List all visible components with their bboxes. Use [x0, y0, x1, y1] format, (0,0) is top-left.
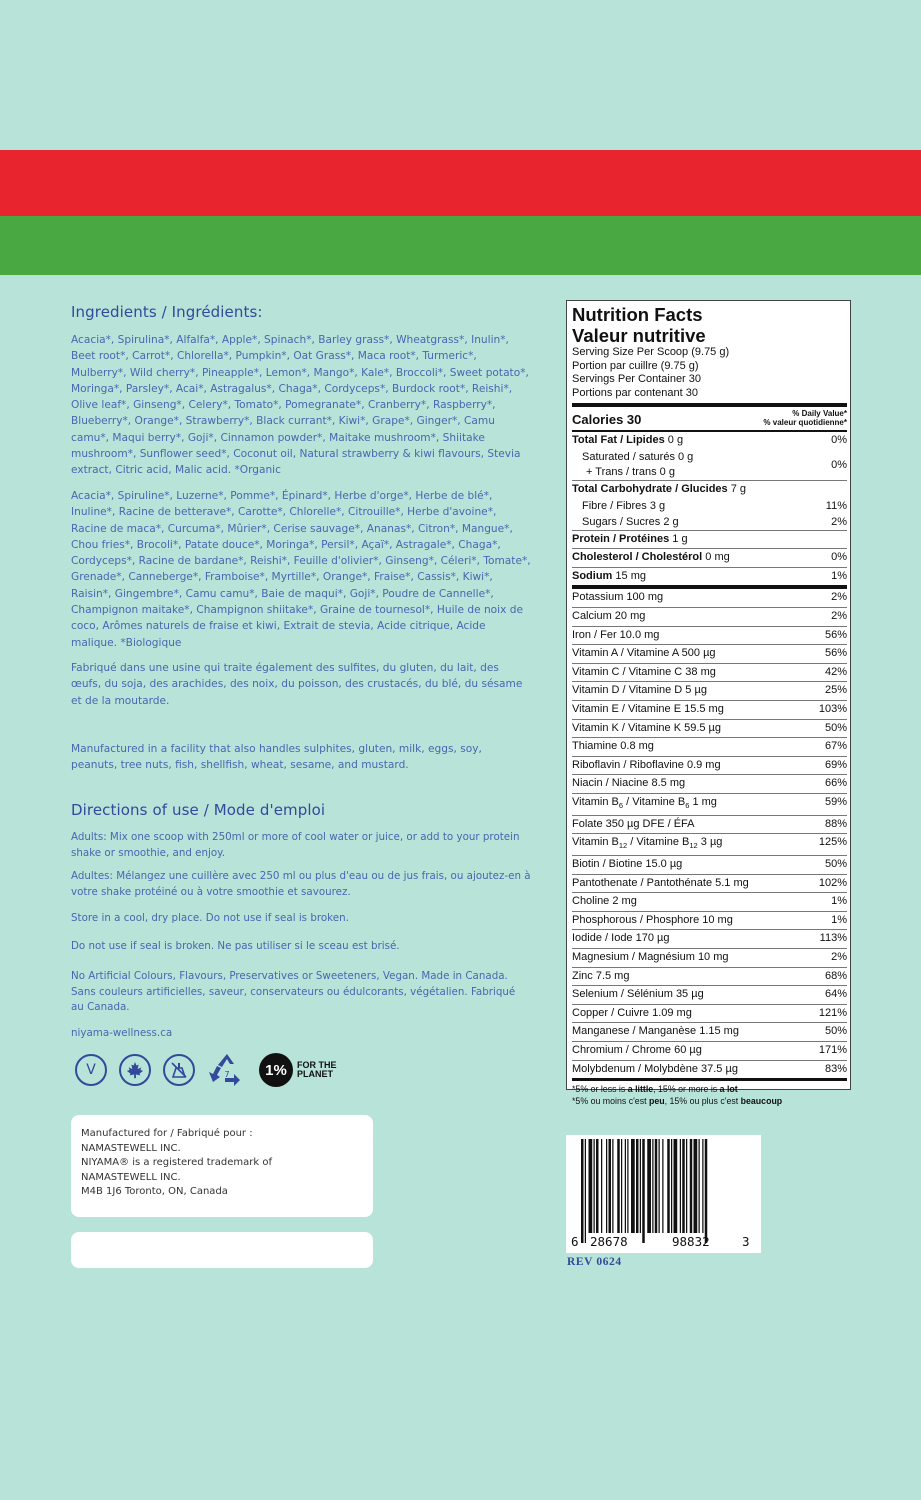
barcode-bar	[705, 1139, 708, 1243]
website: niyama-wellness.ca	[71, 1027, 173, 1039]
barcode-bar	[659, 1139, 660, 1233]
barcode-bar	[640, 1139, 641, 1233]
barcode-bar	[581, 1139, 584, 1243]
barcode-bar	[606, 1139, 607, 1233]
barcode-bar	[680, 1139, 681, 1233]
barcode-bar	[682, 1139, 685, 1233]
blank-card	[71, 1232, 373, 1268]
nf-row-folate: Folate 350 µg DFE / ÉFA 88%	[572, 816, 847, 835]
barcode-digits-3: 98832	[672, 1234, 710, 1249]
gluten-free-icon	[163, 1054, 195, 1086]
barcode-bar	[671, 1139, 672, 1233]
maple-leaf-icon	[119, 1054, 151, 1086]
directions-title: Directions of use / Mode d'emploi	[71, 801, 326, 819]
svg-text:7: 7	[224, 1070, 230, 1079]
nf-row-nutrient: Thiamine 0.8 mg 67%	[572, 738, 847, 757]
barcode-bar	[585, 1139, 586, 1243]
barcode-bar	[699, 1139, 700, 1233]
nf-row-nutrient: Selenium / Sélénium 35 µg 64%	[572, 986, 847, 1005]
barcode-digits-2: 28678	[590, 1234, 628, 1249]
nf-title-fr: Valeur nutritive	[572, 325, 706, 346]
allergen-en: Manufactured in a facility that also handles sulphites, gluten, milk, eggs, soy, peanuts, tree nuts, fish, shellfish, wheat, sesame, and mustard.	[71, 743, 482, 772]
nf-row-nutrient: Riboflavin / Riboflavine 0.9 mg 69%	[572, 757, 847, 776]
seal-note: Do not use if seal is broken. Ne pas utiliser si le sceau est brisé.	[71, 940, 400, 952]
nf-row-nutrient: Phosphorous / Phosphore 10 mg 1%	[572, 912, 847, 931]
nf-row-nutrient: Molybdenum / Molybdène 37.5 µg 83%	[572, 1061, 847, 1080]
directions-fr: Adultes: Mélangez une cuillère avec 250 ml ou plus d'eau ou de jus frais, ou ajoutez-en à votre shake protéiné ou à votre smoothie et savourez.	[71, 870, 531, 898]
barcode-bar	[589, 1139, 593, 1233]
certification-badges	[75, 1052, 337, 1088]
red-band	[0, 150, 921, 216]
nf-row-nutrient: Pantothenate / Pantothénate 5.1 mg 102%	[572, 875, 847, 894]
nf-footnote: *5% or less is a little, 15% or more is a lot *5% ou moins c'est peu, 15% ou plus c'est beaucoup	[572, 1084, 783, 1106]
nf-row-nutrient: Biotin / Biotine 15.0 µg 50%	[572, 856, 847, 875]
nf-row-nutrient: Vitamin K / Vitamine K 59.5 µg 50%	[572, 720, 847, 739]
nf-row-fat: Total Fat / Lipides 0 g 0%	[572, 434, 847, 447]
barcode-bar	[667, 1139, 670, 1233]
nf-row-b12: Vitamin $B_{12}$ / Vitamine $B_{12}$ 3 µg 125%	[572, 834, 847, 856]
nf-row-sat-trans: Saturated / saturés 0 g + Trans / trans 0 g 0%	[572, 450, 847, 481]
barcode-bar	[627, 1139, 628, 1233]
nf-row-nutrient: Vitamin A / Vitamine A 500 µg 56%	[572, 645, 847, 664]
nf-row-sodium: Sodium 15 mg 1%	[572, 569, 847, 582]
barcode-bar	[694, 1139, 698, 1233]
nf-row-nutrient: Iodide / Iode 170 µg 113%	[572, 930, 847, 949]
nutrition-facts-panel: Nutrition Facts Valeur nutritive Serving Size Per Scoop (9.75 g) Portion par cuillre (9.75 g) Servings Per Container 30 Portions par contenant 30 Calories 30 % Daily Value* % valeur quotidienne* Total Fat / Lipides 0 g 0% Saturated / saturés 0 g + Trans / trans 0 g 0% Total Carbohydrate / Glucides 7 g Fibre / Fibres 3 g 11% Sugars / Sucres 2 g 2% Protein / Protéines 1 g Cholesterol / Cholestérol 0 mg 0% Sodium 15 mg 1% Potassium 100 mg 2% Calcium 20 mg 2% Iron / Fer 10.0 mg 56% Vitamin A / Vitamine A 500 µg 56% Vitamin C / Vitamine C 38 mg 42% Vitamin D / Vitamine D 5 µg 25% Vitamin E / Vitamine E 15.5 mg 103% Vitamin K / Vitamine K 59.5 µg 50% Thiamine 0.8 mg 67% Riboflavin / Riboflavine 0.9 mg 69% Niacin / Niacine 8.5 mg 66% Vitamin $B_6$ / Vitamine $B_6$ 1 mg 59% Folate 350 µg DFE / ÉFA 88% Vitamin $B_{12}$ / Vitamine $B_{12}$ 3 µg 125% Biotin / Biotine 15.0 µg 50% Pantothenate / Pantothénate 5.1 mg 102% Choline 2 mg 1% Phosphorous / Phosphore 10 mg 1% Iodide / Iode 170 µg 113% Magnesium / Magnésium 10 mg 2% Zinc 7.5 mg 68% Selenium / Sélénium 35 µg 64% Copper / Cuivre 1.09 mg 121% Manganese / Manganèse 1.15 mg 50% Chromium / Chrome 60 µg 171% Molybdenum / Molybdène 37.5 µg 83% *5% or less is a little, 15% or more is a lot *5% ou moins c'est peu, 15% ou plus c'est beaucoup	[566, 300, 851, 1090]
barcode-bar	[631, 1139, 635, 1233]
nf-row-b6: Vitamin $B_6$ / Vitamine $B_6$ 1 mg 59%	[572, 794, 847, 816]
barcode-bar	[609, 1139, 612, 1233]
nf-row-nutrient: Vitamin E / Vitamine E 15.5 mg 103%	[572, 701, 847, 720]
green-band	[0, 216, 921, 275]
nf-row-nutrient: Magnesium / Magnésium 10 mg 2%	[572, 949, 847, 968]
nf-title-en: Nutrition Facts	[572, 304, 703, 325]
barcode-bar	[647, 1139, 651, 1233]
allergen-fr: Fabriqué dans une usine qui traite également des sulfites, du gluten, du lait, des œufs, du soja, des arachides, des noix, du poisson, des crustacés, du blé, du sésame et de la moutarde.	[71, 662, 523, 707]
ingredients-en: Acacia*, Spirulina*, Alfalfa*, Apple*, Spinach*, Barley grass*, Wheatgrass*, Inulin*, Beet root*, Carrot*, Chlorella*, Pumpkin*, Oat Grass*, Maca root*, Turmeric*, Mulberry*, Wild cherry*, Pineapple*, Lemon*, Mango*, Kale*, Broccoli*, Sweet potato*, Moringa*, Parsley*, Acai*, Astragalus*, Chaga*, Cordyceps*, Burdock root*, Reishi*, Olive leaf*, Ginseng*, Celery*, Tomato*, Pomegranate*, Cranberry*, Raspberry*, Blueberry*, Orange*, Strawberry*, Black currant*, Kiwi*, Grape*, Ginger*, Camu camu*, Maqui berry*, Goji*, Cinnamon powder*, Maitake mushroom*, Shiitake mushroom*, Sunflower seed*, Coconut oil, Natural strawberry & kiwi flavours, Stevia extract, Citric acid, Malic acid. *Organic	[71, 334, 529, 477]
barcode-bar	[617, 1139, 620, 1233]
nf-row-nutrient: Zinc 7.5 mg 68%	[572, 968, 847, 987]
nf-row-nutrient: Manganese / Manganèse 1.15 mg 50%	[572, 1023, 847, 1042]
nf-row-nutrient: Vitamin C / Vitamine C 38 mg 42%	[572, 664, 847, 683]
barcode-bar	[596, 1139, 599, 1233]
barcode-bar	[636, 1139, 639, 1233]
barcode-digit-4: 3	[742, 1234, 750, 1249]
vegan-icon: V	[75, 1054, 107, 1086]
barcode-digit-1: 6	[571, 1234, 579, 1249]
manufacturer-card: Manufactured for / Fabriqué pour : NAMASTEWELL INC. NIYAMA® is a registered trademark of NAMASTEWELL INC. M4B 1J6 Toronto, ON, Canada	[71, 1115, 373, 1217]
barcode-bar	[625, 1139, 626, 1233]
ingredients-fr: Acacia*, Spiruline*, Luzerne*, Pomme*, Épinard*, Herbe d'orge*, Herbe de blé*, Inuline*, Racine de betterave*, Carotte*, Chlorelle*, Citrouille*, Herbe d'avoine*, Racine de maca*, Curcuma*, Mûrier*, Cerise sauvage*, Ananas*, Citron*, Mangue*, Chou fries*, Brocoli*, Patate douce*, Moringa*, Persil*, Açaï*, Astragale*, Chaga*, Cordyceps*, Racine de bardane*, Reishi*, Feuille d'olivier*, Ginseng*, Céleri*, Tomate*, Grenade*, Canneberge*, Framboise*, Myrtille*, Orange*, Fraise*, Cassis*, Kiwi*, Raisin*, Gingembre*, Camu camu*, Baie de maqui*, Goji*, Poudre de Cannelle*, Champignon maitake*, Champignon shiitake*, Graine de tournesol*, Huile de noix de coco, Arômes naturels de fraise et kiwi, Extrait de stevia, Acide citrique, Acide malique. *Biologique	[71, 490, 531, 649]
nf-row-fibre: Fibre / Fibres 3 g 11%	[582, 499, 847, 512]
barcode-bar	[674, 1139, 678, 1233]
barcode-bar	[690, 1139, 693, 1233]
barcode-bar	[702, 1139, 703, 1233]
barcode-bar	[621, 1139, 622, 1233]
barcode-bar	[652, 1139, 653, 1233]
recycle-icon	[207, 1052, 247, 1088]
directions-en: Adults: Mix one scoop with 250ml or more of cool water or juice, or add to your protein shake or smoothie, and enjoy.	[71, 831, 520, 859]
nf-row-nutrient: Vitamin D / Vitamine D 5 µg 25%	[572, 682, 847, 701]
one-percent-planet-badge: 1% FOR THE PLANET	[259, 1053, 337, 1087]
barcode-bar	[642, 1139, 645, 1243]
nf-row-cholesterol: Cholesterol / Cholestérol 0 mg 0%	[572, 549, 847, 568]
nf-row-nutrient: Copper / Cuivre 1.09 mg 121%	[572, 1005, 847, 1024]
nf-row-nutrient: Calcium 20 mg 2%	[572, 608, 847, 627]
nf-row-nutrient: Potassium 100 mg 2%	[572, 589, 847, 608]
nf-row-nutrient: Choline 2 mg 1%	[572, 893, 847, 912]
nf-row-nutrient: Niacin / Niacine 8.5 mg 66%	[572, 775, 847, 794]
barcode-bar	[594, 1139, 595, 1233]
nf-row-carb: Total Carbohydrate / Glucides 7 g	[572, 482, 747, 495]
calories-row: Calories 30 % Daily Value* % valeur quotidienne*	[572, 409, 847, 428]
ingredients-title: Ingredients / Ingrédients:	[71, 303, 263, 321]
barcode-bar	[601, 1139, 602, 1233]
storage-note: Store in a cool, dry place. Do not use if seal is broken.	[71, 912, 349, 924]
claims-note: No Artificial Colours, Flavours, Preservatives or Sweeteners, Vegan. Made in Canada. Sans couleurs artificielles, saveur, conservateurs ou édulcorants, végétalien. Fabriqué au Canada.	[71, 970, 516, 1013]
barcode-bar	[662, 1139, 663, 1233]
nf-row-nutrient: Chromium / Chrome 60 µg 171%	[572, 1042, 847, 1061]
nf-row-nutrient: Iron / Fer 10.0 mg 56%	[572, 627, 847, 646]
barcode-bar	[686, 1139, 687, 1233]
revision-code: REV 0624	[567, 1256, 622, 1268]
nf-row-protein: Protein / Protéines 1 g	[572, 531, 847, 550]
one-percent-icon: 1%	[259, 1053, 293, 1087]
barcode-bar	[612, 1139, 613, 1233]
nf-row-sugars: Sugars / Sucres 2 g 2%	[572, 514, 847, 531]
barcode-bar	[655, 1139, 658, 1233]
